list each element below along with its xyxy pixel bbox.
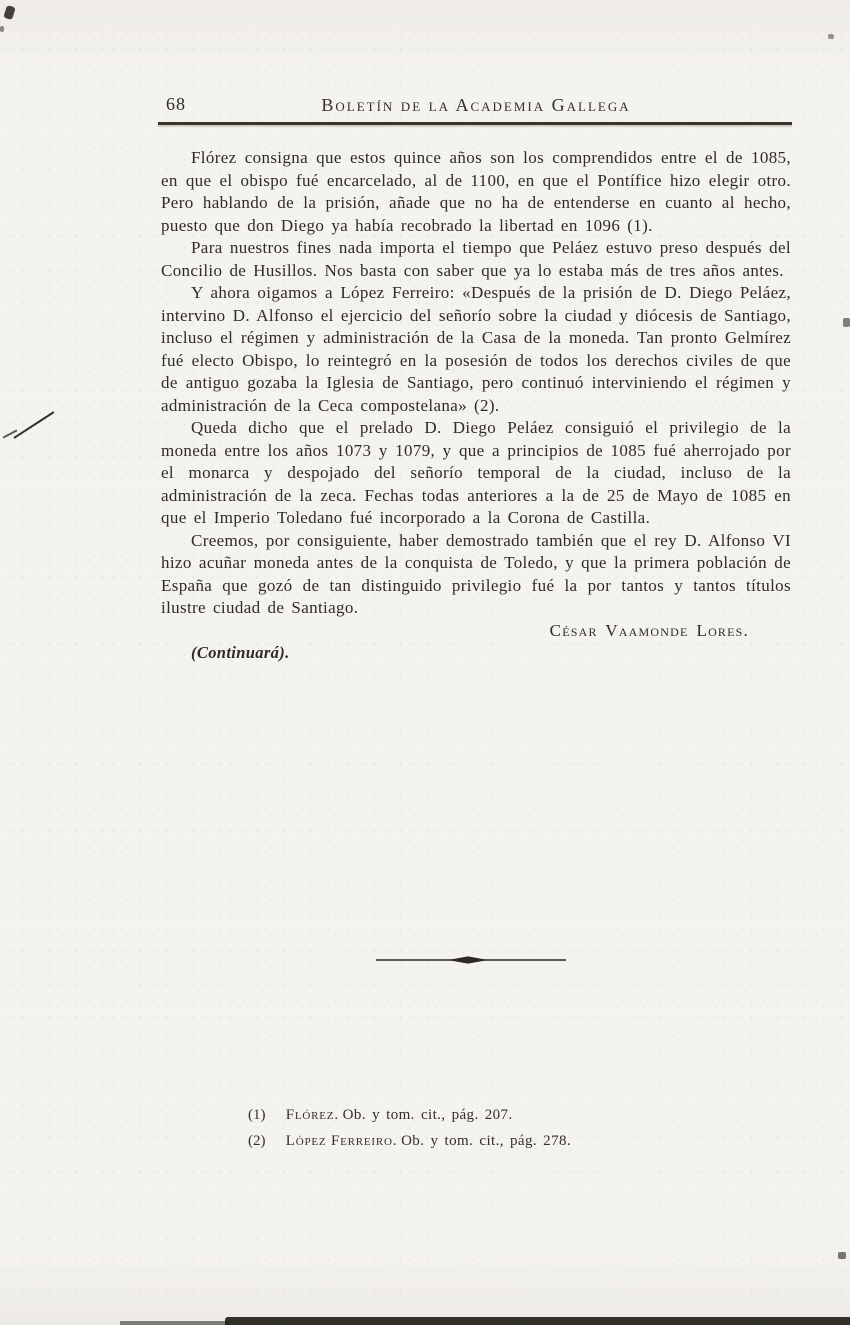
footnote-text: Ob. y tom. cit., pág. 207. (342, 1107, 513, 1123)
scan-edge-shadow (120, 1321, 230, 1325)
paragraph: Flórez consigna que estos quince años son los comprendidos entre el de 1085, en que el obispo fué encarcelado, al de 1100, en que el Pontífice hizo elegir otro. Pero hablando de la prisión, añade que no ha de entenderse en cuanto al hecho, puesto que don Diego ya había recobrado la libertad en 1096 (1). (161, 148, 791, 235)
pen-mark (13, 411, 55, 439)
author-signature: César Vaamonde Lores. (549, 620, 749, 640)
footnote-author: Flórez. (285, 1107, 339, 1123)
scan-speck (3, 5, 16, 20)
footnote-marker: (2) (248, 1132, 266, 1149)
page-number: 68 (166, 94, 186, 114)
paragraph: Creemos, por consiguiente, haber demostrado también que el rey D. Alfonso VI hizo acuñar moneda antes de la conquista de Toledo, y que la primera población de España que gozó de tan distinguido privilegio fué la por tantos y tantos títulos ilustre ciudad de Santiago. (161, 530, 791, 617)
paragraph: Para nuestros fines nada importa el tiempo que Peláez estuvo preso después del Concilio de Husillos. Nos basta con saber que ya lo estaba más de tres años antes. (161, 238, 791, 280)
scan-speck (838, 1252, 846, 1259)
page-header (160, 94, 792, 120)
scan-speck (828, 34, 834, 39)
footnote (248, 1129, 571, 1155)
scan-speck (843, 318, 850, 327)
divider-ornament (376, 953, 566, 965)
continuation-note: (Continuará). (191, 643, 290, 662)
journal-title: Boletín de la Academia Gallega (321, 95, 631, 115)
divider-rule-icon (376, 954, 566, 966)
pen-mark (2, 429, 17, 438)
body-text (161, 147, 791, 665)
paragraph: Queda dicho que el prelado D. Diego Peláez consiguió el privilegio de la moneda entre los años 1073 y 1079, y que a principios de 1085 fué aherrojado por el monarca y despojado del señorío temporal de la ciudad, incluso de la administración de la zeca. Fechas todas anteriores a la de 25 de Mayo de 1085 en que el Imperio Toledano fué incorporado a la Corona de Castilla. (161, 418, 791, 527)
scan-edge-shadow (225, 1317, 850, 1325)
footnote-author: López Ferreiro. (285, 1132, 398, 1149)
footnote (248, 1103, 571, 1129)
footnote-text: Ob. y tom. cit., pág. 278. (401, 1132, 572, 1149)
footnote-marker: (1) (248, 1107, 266, 1123)
scan-speck (0, 26, 4, 32)
header-rule (158, 122, 792, 125)
paragraph: Y ahora oigamos a López Ferreiro: «Después de la prisión de D. Diego Peláez, intervino D. Alfonso el ejercicio del señorío sobre la ciudad y diócesis de Santiago, incluso el régimen y administración de la Casa de la moneda. Tan pronto Gelmírez fué electo Obispo, lo reintegró en la posesión de todos los derechos civiles de que de antiguo gozaba la Iglesia de Santiago, pero continuó interviniendo el régimen y administración de la Ceca compostelana» (2). (161, 283, 791, 415)
footnotes (248, 1103, 571, 1154)
